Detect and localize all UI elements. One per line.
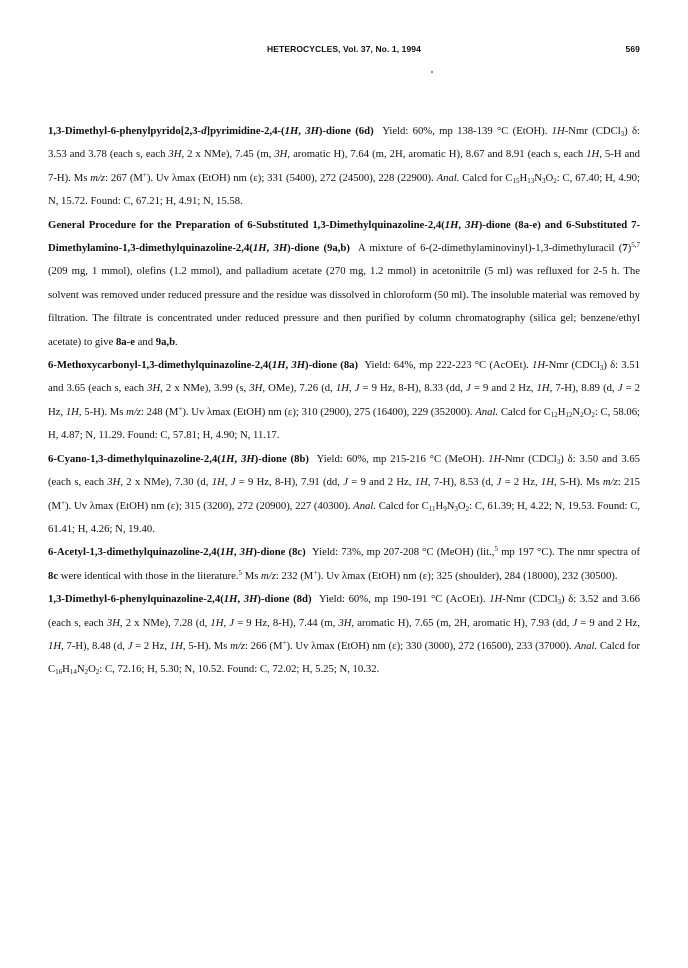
- compound-entry-6d: [48, 120, 640, 214]
- running-header: [0, 44, 688, 58]
- procedure-text: A mixture of 6-(2-dimethylaminovinyl)-1,3-dimethyluracil $(7)^{5,7}$ (209 mg, 1 mmol), olefins (1.2 mmol), and palladium acetate (270 mg, 1.2 mmol) in acetonitrile (5 ml) was refluxed for 2-5 h. The solvent was removed under reduced pressure and the residue was dissolved in chloroform (50 ml). The insoluble material was removed by filtration. The filtrate is concentrated under reduced pressure and then purified by column chromatography (silica gel; benzene/ethyl acetate) to give 8a-e and 9a,b.: [48, 241, 640, 348]
- journal-header: HETEROCYCLES, Vol. 37, No. 1, 1994: [267, 44, 421, 54]
- compound-title: 6-Acetyl-1,3-dimethylquinazoline-2,4(1H, 3H)-dione (8c): [48, 546, 306, 559]
- compound-entry-8c: [48, 541, 640, 588]
- compound-data: Yield: 60%, mp 190-191 °C (AcOEt). 1H-Nmr (CDCl$_3$) δ: 3.52 and 3.66 (each s, each 3H, 2 x NMe), 7.28 (d, 1H, J = 9 Hz, 8-H), 7.44 (m, 3H, aromatic H), 7.65 (m, 2H, aromatic H), 7.93 (dd, J = 9 and 2 Hz, 1H, 7-H), 8.48 (d, J = 2 Hz, 1H, 5-H). Ms m/z: 266 (M+). Uv λmax (EtOH) nm (ε); 330 (3000), 272 (16500), 233 (37000). Anal. Calcd for $C_{16}H_{14}N_2O_2$: C, 72.16; H, 5.30; N, 10.52. Found: C, 72.02; H, 5.25; N, 10.32.: [48, 593, 641, 677]
- general-procedure: [48, 214, 640, 354]
- compound-entry-8d: [48, 588, 640, 682]
- compound-data: Yield: 64%, mp 222-223 °C (AcOEt). 1H-Nmr (CDCl$_3$) δ: 3.51 and 3.65 (each s, each 3H, 2 x NMe), 3.99 (s, 3H, OMe), 7.26 (d, 1H, J = 9 Hz, 8-H), 8.33 (dd, J = 9 and 2 Hz, 1H, 7-H), 8.89 (d, J = 2 Hz, 1H, 5-H). Ms m/z: 248 (M+). Uv λmax (EtOH) nm (ε); 310 (2900), 275 (16400), 229 (352000). Anal. Calcd for $C_{12}H_{12}N_2O_2$: C, 58.06; H, 4.87; N, 11.29. Found: C, 57.81; H, 4.90; N, 11.17.: [48, 359, 641, 442]
- compound-entry-8a: [48, 354, 640, 448]
- scan-speck: [431, 71, 433, 73]
- compound-data: Yield: 60%, mp 138-139 °C (EtOH). 1H-Nmr (CDCl$_3$) δ: 3.53 and 3.78 (each s, each 3H, 2 x NMe), 7.45 (m, 3H, aromatic H), 7.64 (m, 2H, aromatic H), 8.67 and 8.91 (each s, each 1H, 5-H and 7-H). Ms m/z: 267 (M+). Uv λmax (EtOH) nm (ε); 331 (5400), 272 (24500), 228 (22900). Anal. Calcd for $C_{15}H_{13}N_3O_2$: C, 67.40; H, 4.90; N, 15.72. Found: C, 67.21; H, 4.91; N, 15.58.: [48, 125, 641, 208]
- compound-entry-8b: [48, 448, 640, 542]
- page-number: 569: [625, 44, 640, 54]
- experimental-section: [48, 120, 640, 682]
- compound-data: Yield: 73%, mp 207-208 °C (MeOH) (lit.,$^5$ mp 197 °C). The nmr spectra of 8c were identical with those in the literature.$^5$ Ms m/z: 232 (M+). Uv λmax (EtOH) nm (ε); 325 (shoulder), 284 (18000), 232 (30500).: [48, 545, 641, 582]
- compound-title: 6-Cyano-1,3-dimethylquinazoline-2,4(1H, 3H)-dione (8b): [48, 452, 309, 465]
- procedure-title: General Procedure for the Preparation of 6-Substituted 1,3-Dimethylquinazoline-2,4(1H, 3H)-dione (8a-e) and 6-Substituted 7-Dimethylamino-1,3-dimethylquinazoline-2,4(1H, 3H)-dione (9a,b): [48, 218, 640, 255]
- compound-title: 1,3-Dimethyl-6-phenylquinazoline-2,4(1H, 3H)-dione (8d): [48, 593, 312, 606]
- compound-title: 1,3-Dimethyl-6-phenylpyrido[2,3-d]pyrimidine-2,4-(1H, 3H)-dione (6d): [48, 125, 374, 137]
- compound-data: Yield: 60%, mp 215-216 °C (MeOH). 1H-Nmr (CDCl$_3$) δ: 3.50 and 3.65 (each s, each 3H, 2 x NMe), 7.30 (d, 1H, J = 9 Hz, 8-H), 7.91 (dd, J = 9 and 2 Hz, 1H, 7-H), 8.53 (d, J = 2 Hz, 1H, 5-H). Ms m/z: 215 (M+). Uv λmax (EtOH) nm (ε); 315 (3200), 272 (20900), 227 (40300). Anal. Calcd for $C_{11}H_9N_3O_2$: C, 61.39; H, 4.22; N, 19.53. Found: C, 61.41; H, 4.26; N, 19.40.: [48, 452, 641, 535]
- compound-title: 6-Methoxycarbonyl-1,3-dimethylquinazoline-2,4(1H, 3H)-dione (8a): [48, 359, 359, 372]
